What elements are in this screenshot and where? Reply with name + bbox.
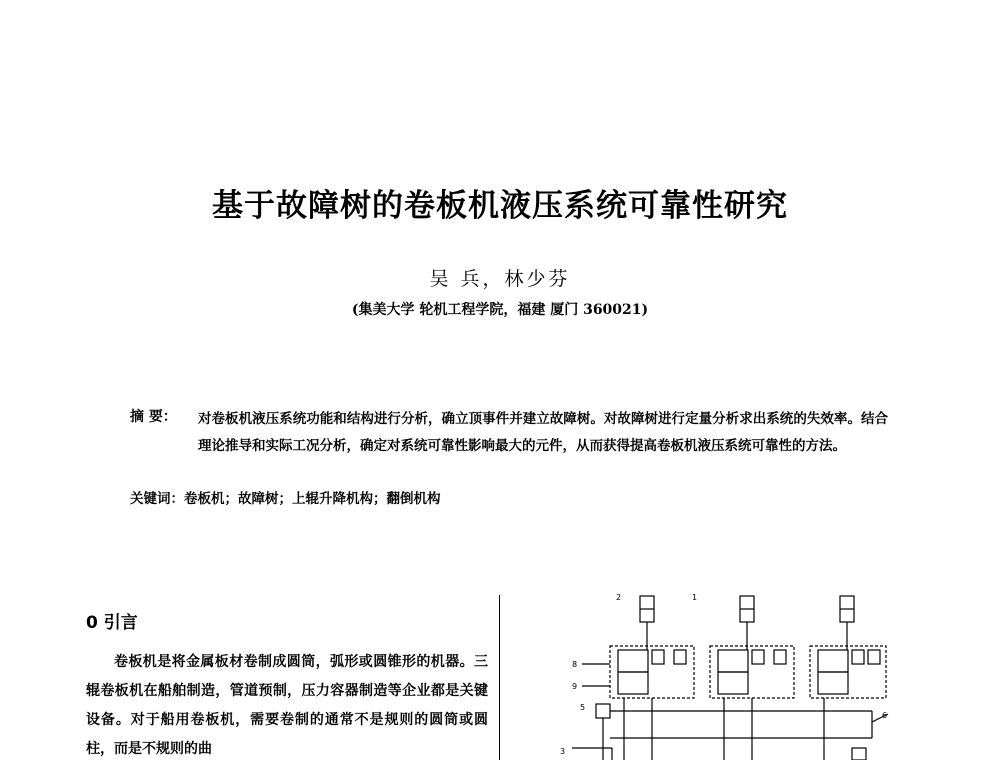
column-divider (499, 595, 500, 760)
abstract-label: 摘 要： (130, 409, 177, 425)
intro-paragraph: 卷板机是将金属板材卷制成圆筒，弧形或圆锥形的机器。三辊卷板机在船舶制造，管道预制，压力容器制造等企业都是关键设备。对于船用卷板机，需要卷制的通常不是规则的圆筒或圆柱，而是不规则的曲 (86, 654, 488, 757)
figure-label: 5 (580, 703, 586, 712)
valve-stack-3 (818, 596, 880, 694)
paper-title: 基于故障树的卷板机液压系统可靠性研究 (212, 188, 788, 224)
authors: 吴 兵，林少芬 (429, 268, 571, 290)
figure-label: 2 (616, 593, 622, 602)
valve-stack-1 (618, 596, 686, 694)
figure-label: 8 (572, 660, 578, 669)
abstract-text: 对卷板机液压系统功能和结构进行分析，确立顶事件并建立故障树。对故障树进行定量分析求出系统的失效率。结合理论推导和实际工况分析，确定对系统可靠性影响最大的元件，从而获得提高卷板机液压系统可靠性的方法。 (198, 411, 888, 454)
figure-label: 6 (882, 711, 888, 720)
affiliation: (集美大学 轮机工程学院，福建 厦门 360021) (351, 302, 649, 318)
figure-label: 1 (692, 593, 698, 602)
valve-stack-2 (718, 596, 786, 694)
keywords-text: 卷板机；故障树；上辊升降机构；翻倒机构 (184, 491, 441, 507)
keywords-line (130, 487, 441, 507)
hydraulic-schematic (552, 588, 892, 760)
figure-label: 9 (572, 682, 578, 691)
section-heading: 0 引言 (86, 613, 138, 633)
figure-label: 3 (560, 747, 566, 756)
keywords-label: 关键词： (130, 491, 184, 507)
